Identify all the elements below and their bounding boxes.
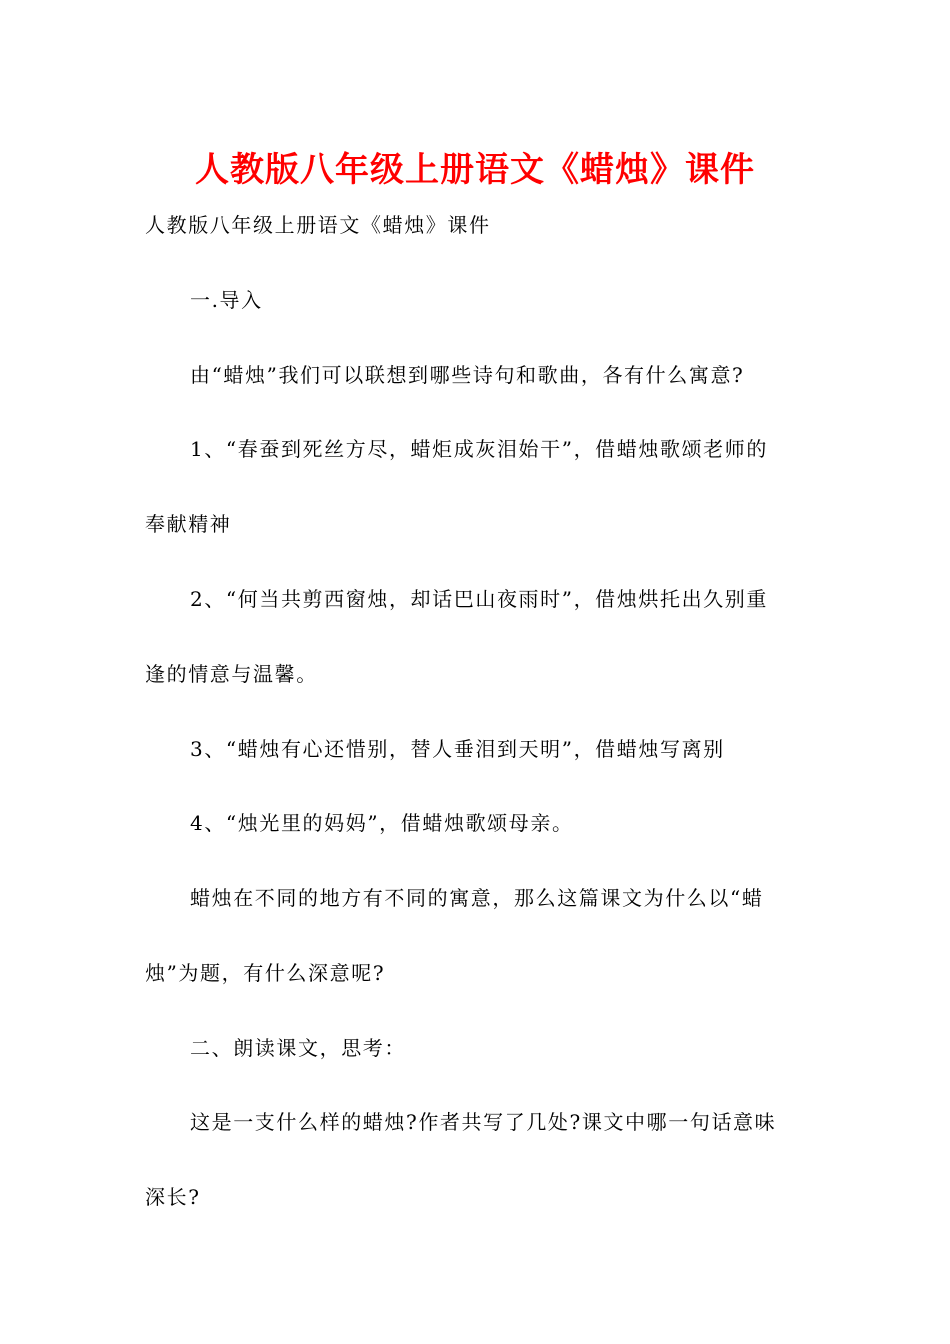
paragraph-line: 2、“何当共剪西窗烛，却话巴山夜雨时”，借烛烘托出久别重 (190, 587, 768, 611)
paragraph-line: 奉献精神 (145, 512, 232, 536)
paragraph-line: 4、“烛光里的妈妈”，借蜡烛歌颂母亲。 (190, 811, 574, 835)
paragraph-line: 逢的情意与温馨。 (145, 662, 318, 686)
document-subtitle: 人教版八年级上册语文《蜡烛》课件 (145, 213, 491, 237)
paragraph-line: 3、“蜡烛有心还惜别，替人垂泪到天明”，借蜡烛写离别 (190, 737, 725, 761)
paragraph-line: 这是一支什么样的蜡烛?作者共写了几处?课文中哪一句话意味 (190, 1110, 777, 1134)
paragraph-line: 由“蜡烛”我们可以联想到哪些诗句和歌曲，各有什么寓意? (190, 363, 745, 387)
paragraph-line: 1、“春蚕到死丝方尽，蜡炬成灰泪始干”，借蜡烛歌颂老师的 (190, 437, 768, 461)
paragraph-line: 深长? (145, 1185, 201, 1209)
document-title: 人教版八年级上册语文《蜡烛》课件 (195, 150, 755, 190)
paragraph-line: 一.导入 (190, 288, 263, 312)
paragraph-line: 二、朗读课文，思考： (190, 1036, 406, 1060)
paragraph-line: 蜡烛在不同的地方有不同的寓意，那么这篇课文为什么以“蜡 (190, 886, 764, 910)
paragraph-line: 烛”为题，有什么深意呢? (145, 961, 386, 985)
